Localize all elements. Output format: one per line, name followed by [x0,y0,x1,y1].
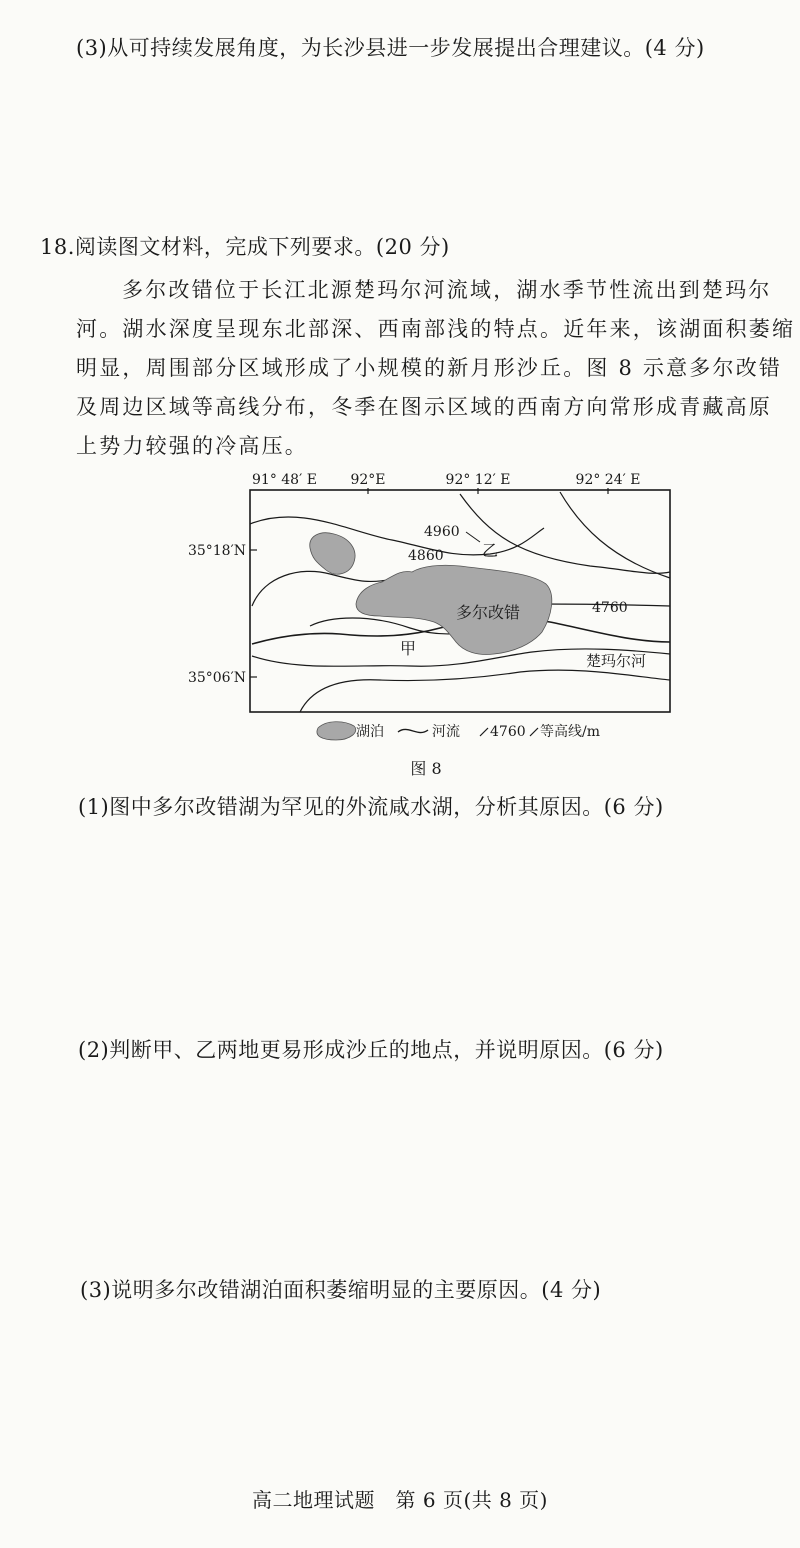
question-17-part-3: (3)从可持续发展角度，为长沙县进一步发展提出合理建议。(4 分) [76,36,705,60]
contour-line-upper-mid [460,494,670,573]
question-18-title: 18.阅读图文材料，完成下列要求。(20 分) [40,235,450,259]
legend-river-label: 河流 [432,724,460,740]
river-name-label: 楚玛尔河 [586,652,647,670]
lat-label-1: 35°18′N [187,543,246,559]
point-label-yi: 乙 [482,541,499,560]
material-line-5: 上势力较强的冷高压。 [76,434,308,458]
material-line-4: 及周边区域等高线分布，冬季在图示区域的西南方向常形成青藏高原 [76,395,772,419]
page-footer: 高二地理试题 第 6 页(共 8 页) [252,1488,548,1512]
lon-label-1: 91° 48′ E [252,472,317,488]
contour-line-bottom [300,670,670,712]
material-line-3: 明显，周围部分区域形成了小规模的新月形沙丘。图 8 示意多尔改错 [76,356,783,380]
figure-8-map [160,466,680,786]
contour-label-4960: 4960 [424,524,460,540]
legend-lake-label: 湖泊 [356,724,384,740]
question-18-part-1: (1)图中多尔改错湖为罕见的外流咸水湖，分析其原因。(6 分) [78,795,664,819]
contour-line-upper-right [560,492,670,578]
small-lake [310,533,355,574]
legend-contour-value: 4760 [490,724,526,740]
legend-river-swatch [398,729,428,732]
point-label-jia: 甲 [400,639,417,658]
material-line-2: 河。湖水深度呈现东北部深、西南部浅的特点。近年来，该湖面积萎缩 [76,317,796,341]
question-18-part-2: (2)判断甲、乙两地更易形成沙丘的地点，并说明原因。(6 分) [78,1038,664,1062]
lake-name-label: 多尔改错 [456,603,521,622]
legend-contour-swatch-right [530,728,538,736]
lake-duoergaicuo [356,565,552,654]
contour-label-4760: 4760 [592,600,628,616]
legend-contour-swatch-left [480,728,488,736]
lon-label-3: 92° 12′ E [445,472,511,488]
material-line-1: 多尔改错位于长江北源楚玛尔河流域，湖水季节性流出到楚玛尔 [122,278,772,302]
lon-label-2: 92°E [350,472,386,488]
contour-label-4860: 4860 [408,548,444,564]
contour-map-svg [160,466,680,786]
question-18-material [76,271,796,466]
question-18-part-3: (3)说明多尔改错湖泊面积萎缩明显的主要原因。(4 分) [80,1278,602,1302]
legend-lake-swatch [317,722,356,740]
legend-contour-label: 等高线/m [540,724,600,740]
lon-label-4: 92° 24′ E [575,472,641,488]
lat-label-2: 35°06′N [187,670,246,686]
figure-caption: 图 8 [410,759,442,778]
label-leader-4960 [466,532,480,542]
